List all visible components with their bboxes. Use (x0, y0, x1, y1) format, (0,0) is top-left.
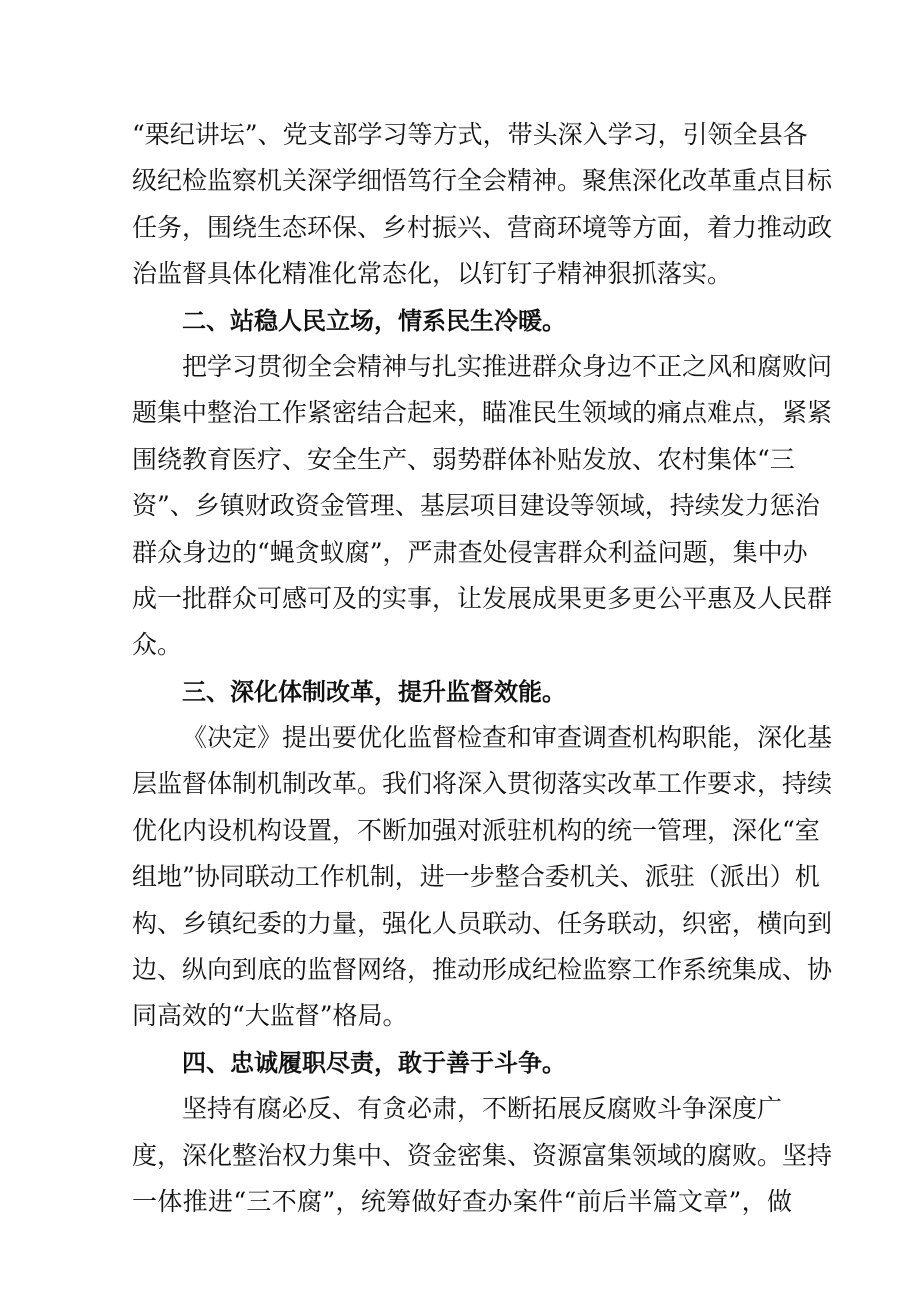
text-line: 资”、乡镇财政资金管理、基层项目建设等领域，持续发力惩治 (132, 491, 820, 521)
text-line: 把学习贯彻全会精神与扎实推进群众身边不正之风和腐败问 (182, 351, 833, 381)
text-line: 任务，围绕生态环保、乡村振兴、营商环境等方面，着力推动政 (132, 212, 833, 242)
text-line: 度，深化整治权力集中、资金密集、资源富集领域的腐败。坚持 (132, 1140, 833, 1170)
text-line: 《决定》提出要优化监督检查和审查调查机构职能，深化基 (182, 723, 833, 753)
text-line: 成一批群众可感可及的实事，让发展成果更多更公平惠及人民群 (132, 583, 833, 613)
text-line: 组地”协同联动工作机制，进一步整合委机关、派驻（派出）机 (132, 862, 820, 892)
document-page (132, 112, 833, 1225)
text-line: 坚持有腐必反、有贪必肃，不断拓展反腐败斗争深度广 (182, 1094, 783, 1124)
text-line: 级纪检监察机关深学细悟笃行全会精神。聚焦深化改革重点目标 (132, 166, 833, 196)
paragraph-political-supervision (132, 112, 833, 298)
text-line: “栗纪讲坛”、党支部学习等方式，带头深入学习，引领全县各 (132, 120, 808, 149)
paragraph-people-livelihood (132, 344, 833, 669)
text-line: 优化内设机构设置，不断加强对派驻机构的统一管理，深化“室 (132, 815, 820, 845)
text-line: 治监督具体化精准化常态化，以钉钉子精神狠抓落实。 (132, 259, 733, 289)
paragraph-anti-corruption (132, 1086, 833, 1225)
section-heading-3: 三、深化体制改革，提升监督效能。 (182, 677, 566, 706)
text-line: 题集中整治工作紧密结合起来，瞄准民生领域的痛点难点，紧紧 (132, 398, 833, 428)
text-line: 围绕教育医疗、安全生产、弱势群体补贴发放、农村集体“三 (132, 444, 795, 474)
paragraph-system-reform (132, 715, 833, 1040)
text-line: 层监督体制机制改革。我们将深入贯彻落实改革工作要求，持续 (132, 769, 833, 799)
text-line: 群众身边的“蝇贪蚁腐”，严肃查处侵害群众利益问题，集中办 (132, 537, 808, 567)
text-line: 众。 (132, 630, 183, 660)
text-line: 一体推进“三不腐”，统筹做好查办案件“前后半篇文章”，做 (132, 1186, 792, 1216)
text-line: 边、纵向到底的监督网络，推动形成纪检监察工作系统集成、协 (132, 955, 833, 985)
section-heading-2: 二、站稳人民立场，情系民生冷暖。 (182, 306, 566, 335)
section-heading-4: 四、忠诚履职尽责，敢于善于斗争。 (182, 1048, 566, 1077)
text-line: 构、乡镇纪委的力量，强化人员联动、任务联动，织密，横向到 (132, 908, 833, 938)
text-line: 同高效的“大监督”格局。 (132, 1001, 408, 1031)
